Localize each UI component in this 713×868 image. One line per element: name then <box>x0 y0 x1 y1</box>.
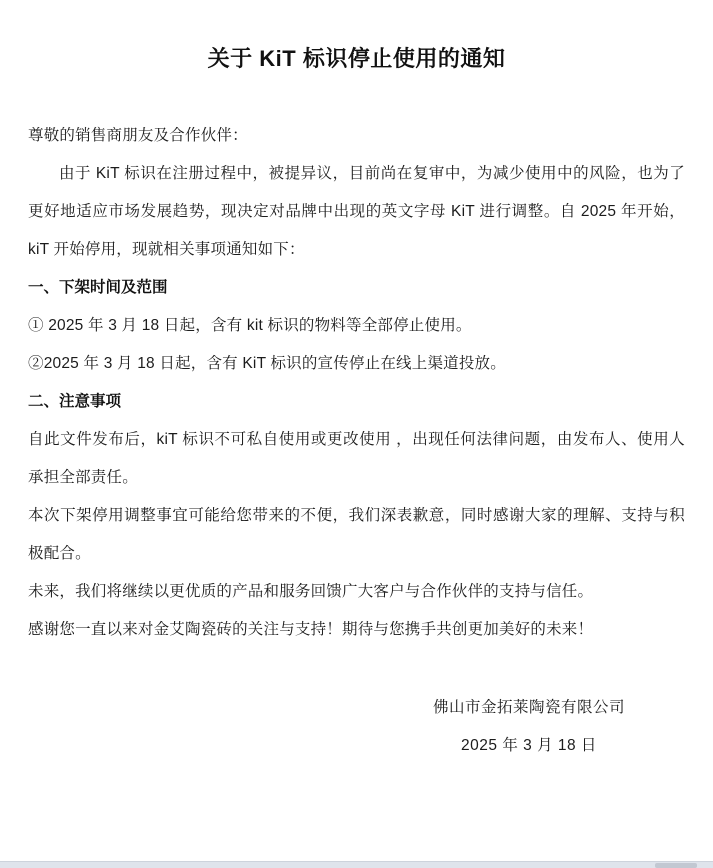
intro-paragraph: 由于 KiT 标识在注册过程中，被提异议，目前尚在复审中，为减少使用中的风险，也为了更好地适应市场发展趋势，现决定对品牌中出现的英文字母 KiT 进行调整。自 2025 年开始，kiT 开始停用，现就相关事项通知如下： <box>28 165 685 258</box>
page-title: 关于 KiT 标识停止使用的通知 <box>207 46 506 71</box>
closing-thanks-paragraph: 感谢您一直以来对金艾陶瓷砖的关注与支持！期待与您携手共创更加美好的未来！ <box>28 621 594 638</box>
section2-heading: 二、注意事项 <box>28 393 122 410</box>
horizontal-scrollbar-track[interactable] <box>0 861 713 868</box>
salutation-line: 尊敬的销售商朋友及合作伙伴： <box>28 127 248 144</box>
section2-paragraph-2: 本次下架停用调整事宜可能给您带来的不便，我们深表歉意，同时感谢大家的理解、支持与积极配合。 <box>28 507 685 562</box>
section2-paragraph-1: 自此文件发布后，kiT 标识不可私自使用或更改使用 ，出现任何法律问题，由发布人、使用人承担全部责任。 <box>28 431 685 486</box>
section1-item-1: ① 2025 年 3 月 18 日起，含有 kit 标识的物料等全部停止使用。 <box>28 317 472 334</box>
section2-paragraph-3: 未来，我们将继续以更优质的产品和服务回馈广大客户与合作伙伴的支持与信任。 <box>28 583 594 600</box>
horizontal-scrollbar-thumb[interactable] <box>655 863 697 868</box>
section1-heading: 一、下架时间及范围 <box>28 279 168 296</box>
signature-date: 2025 年 3 月 18 日 <box>461 737 597 754</box>
signature-company: 佛山市金拓莱陶瓷有限公司 <box>432 699 625 716</box>
signature-block <box>433 689 625 765</box>
section1-item-2: ②2025 年 3 月 18 日起，含有 KiT 标识的宣传停止在线上渠道投放。 <box>28 355 506 372</box>
